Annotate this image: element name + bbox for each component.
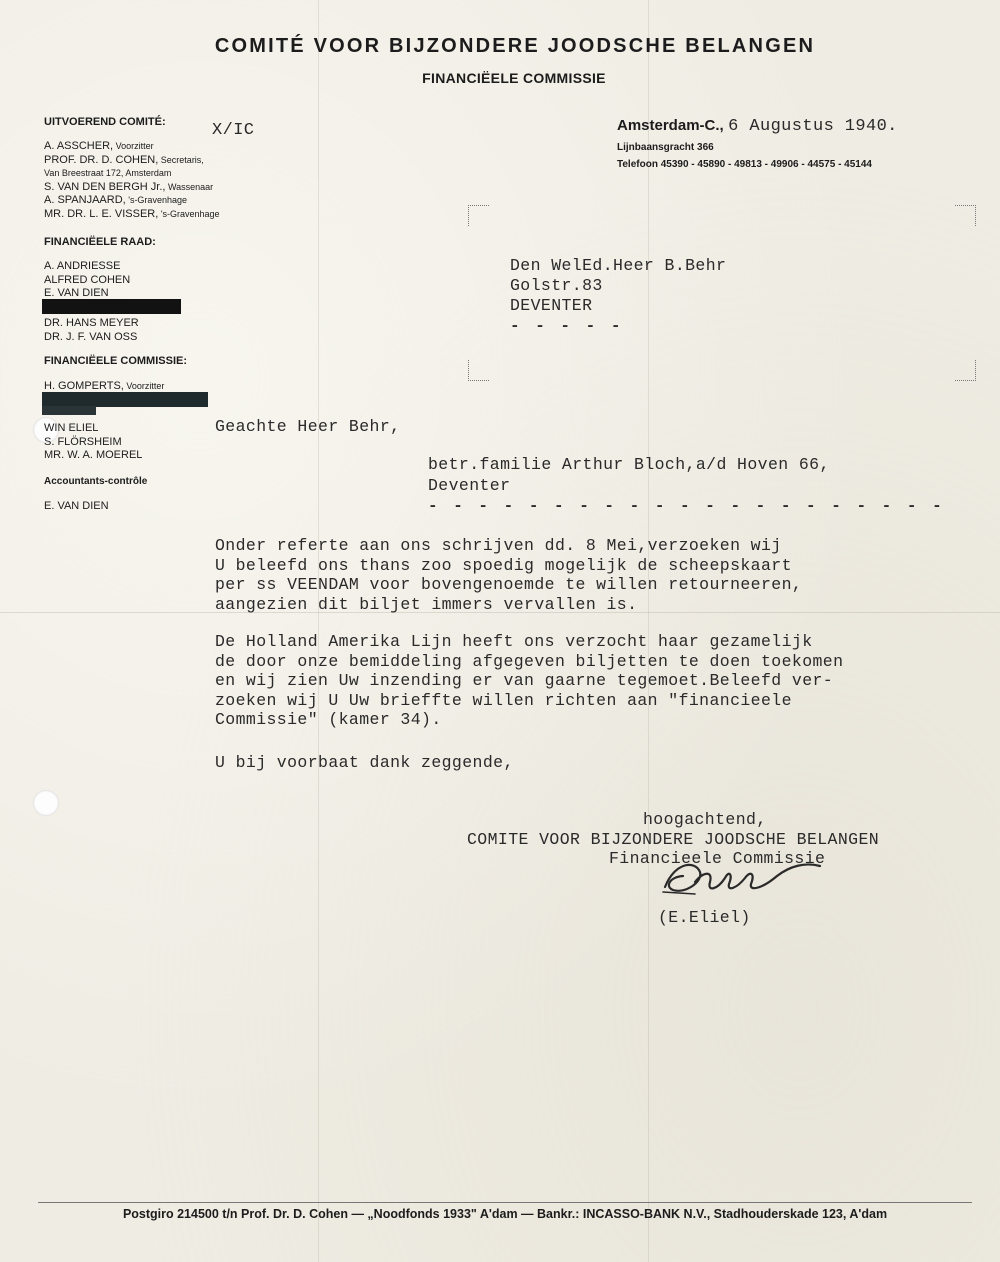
office-address: Lijnbaansgracht 366 [617,142,714,153]
member-line: WIN ELIEL [44,422,99,434]
uitvoerend-heading: UITVOEREND COMITÉ: [44,116,166,128]
letterhead-title: COMITÉ VOOR BIJZONDERE JOODSCHE BELANGEN [214,35,816,57]
body-line: per ss VEENDAM voor bovengenoemde te willen retourneeren, [215,575,803,594]
body-line: U beleefd ons thans zoo spoedig mogelijk de scheepskaart [215,555,792,575]
subject-underline: - - - - - - - - - - - - - - - - - - - - - [428,497,945,515]
window-mark [955,205,976,226]
window-mark [468,360,489,381]
footer-bank-details: Postgiro 214500 t/n Prof. Dr. D. Cohen — „Noodfonds 1933" A'dam — Bankr.: INCASSO-BANK N.V., Stadhouderskade 123, A'dam [122,1207,888,1221]
member-line: PROF. DR. D. COHEN, Secretaris, [44,153,204,166]
member-line: Van Breestraat 172, Amsterdam [44,168,172,178]
raad-list [44,260,130,301]
body-line: de door onze bemiddeling afgegeven biljetten te doen toekomen [215,651,844,671]
signoff-org: COMITE VOOR BIJZONDERE JOODSCHE BELANGEN [467,830,880,849]
member-line: A. ANDRIESSE [44,260,121,272]
punch-hole [33,790,59,816]
commissie-first: H. GOMPERTS, Voorzitter [44,380,165,392]
raad-list-cont [44,317,139,344]
signoff-dept: Financieele Commissie [609,849,826,868]
accountants-heading: Accountants-contrôle [44,476,148,487]
reference-code: X/IC [212,121,255,140]
member-line: MR. DR. L. E. VISSER, 's-Gravenhage [44,207,220,220]
member-line: E. VAN DIEN [44,287,109,299]
window-mark [468,205,489,226]
member-line: A. SPANJAARD, 's-Gravenhage [44,194,187,206]
signatory-name: (E.Eliel) [658,908,751,927]
telephone-numbers: Telefoon 45390 - 45890 - 49813 - 49906 - 44575 - 45144 [617,159,872,170]
commissie-heading: FINANCIËELE COMMISSIE: [44,355,188,367]
subject-block [428,454,945,517]
recipient-underline: - - - - - [510,317,624,335]
place-date: Amsterdam-C., 6 Augustus 1940. [617,117,898,136]
member-line: A. ASSCHER, Voorzitter [44,140,154,152]
body-line: Onder referte aan ons schrijven dd. 8 Mei,verzoeken wij [215,536,782,555]
paper-fold [318,0,319,1262]
member-line: MR. W. A. MOEREL [44,449,143,461]
accountants-name: E. VAN DIEN [44,500,109,512]
paragraph-1 [215,536,802,614]
body-line: aangezien dit biljet immers vervallen is. [215,594,638,614]
redaction-bar [42,299,181,314]
member-line: DR. J. F. VAN OSS [44,330,138,343]
window-mark [955,360,976,381]
subject-line: betr.familie Arthur Bloch,a/d Hoven 66, [428,455,830,474]
body-line: Commissie" (kamer 34). [215,710,442,729]
recipient-line: Golstr.83 [510,276,603,295]
body-line: zoeken wij U Uw brieffte willen richten aan "financieele [215,690,792,710]
signoff-greeting: hoogachtend, [643,810,767,829]
signature [655,852,835,902]
closing-line: U bij voorbaat dank zeggende, [215,753,514,772]
member-line: ALFRED COHEN [44,273,131,286]
raad-heading: FINANCIËELE RAAD: [44,236,156,248]
member-line: S. VAN DEN BERGH Jr., Wassenaar [44,180,214,193]
recipient-address [510,256,726,336]
member-line: DR. HANS MEYER [44,317,139,329]
body-line: De Holland Amerika Lijn heeft ons verzocht haar gezamelijk [215,632,813,651]
member-line: S. FLÖRSHEIM [44,435,122,448]
letterhead-subtitle: FINANCIËELE COMMISSIE [422,70,606,86]
redaction-bar [42,406,96,415]
body-line: en wij zien Uw inzending er van gaarne tegemoet.Beleefd ver- [215,671,834,690]
recipient-line: DEVENTER [510,296,593,315]
salutation: Geachte Heer Behr, [215,417,401,436]
redaction-bar [42,392,208,407]
footer-rule [38,1202,972,1203]
recipient-line: Den WelEd.Heer B.Behr [510,256,727,275]
commissie-list [44,422,142,463]
paragraph-2 [215,632,843,730]
subject-line: Deventer [428,476,511,495]
paper-fold [648,0,649,1262]
uitvoerend-list [44,140,220,221]
